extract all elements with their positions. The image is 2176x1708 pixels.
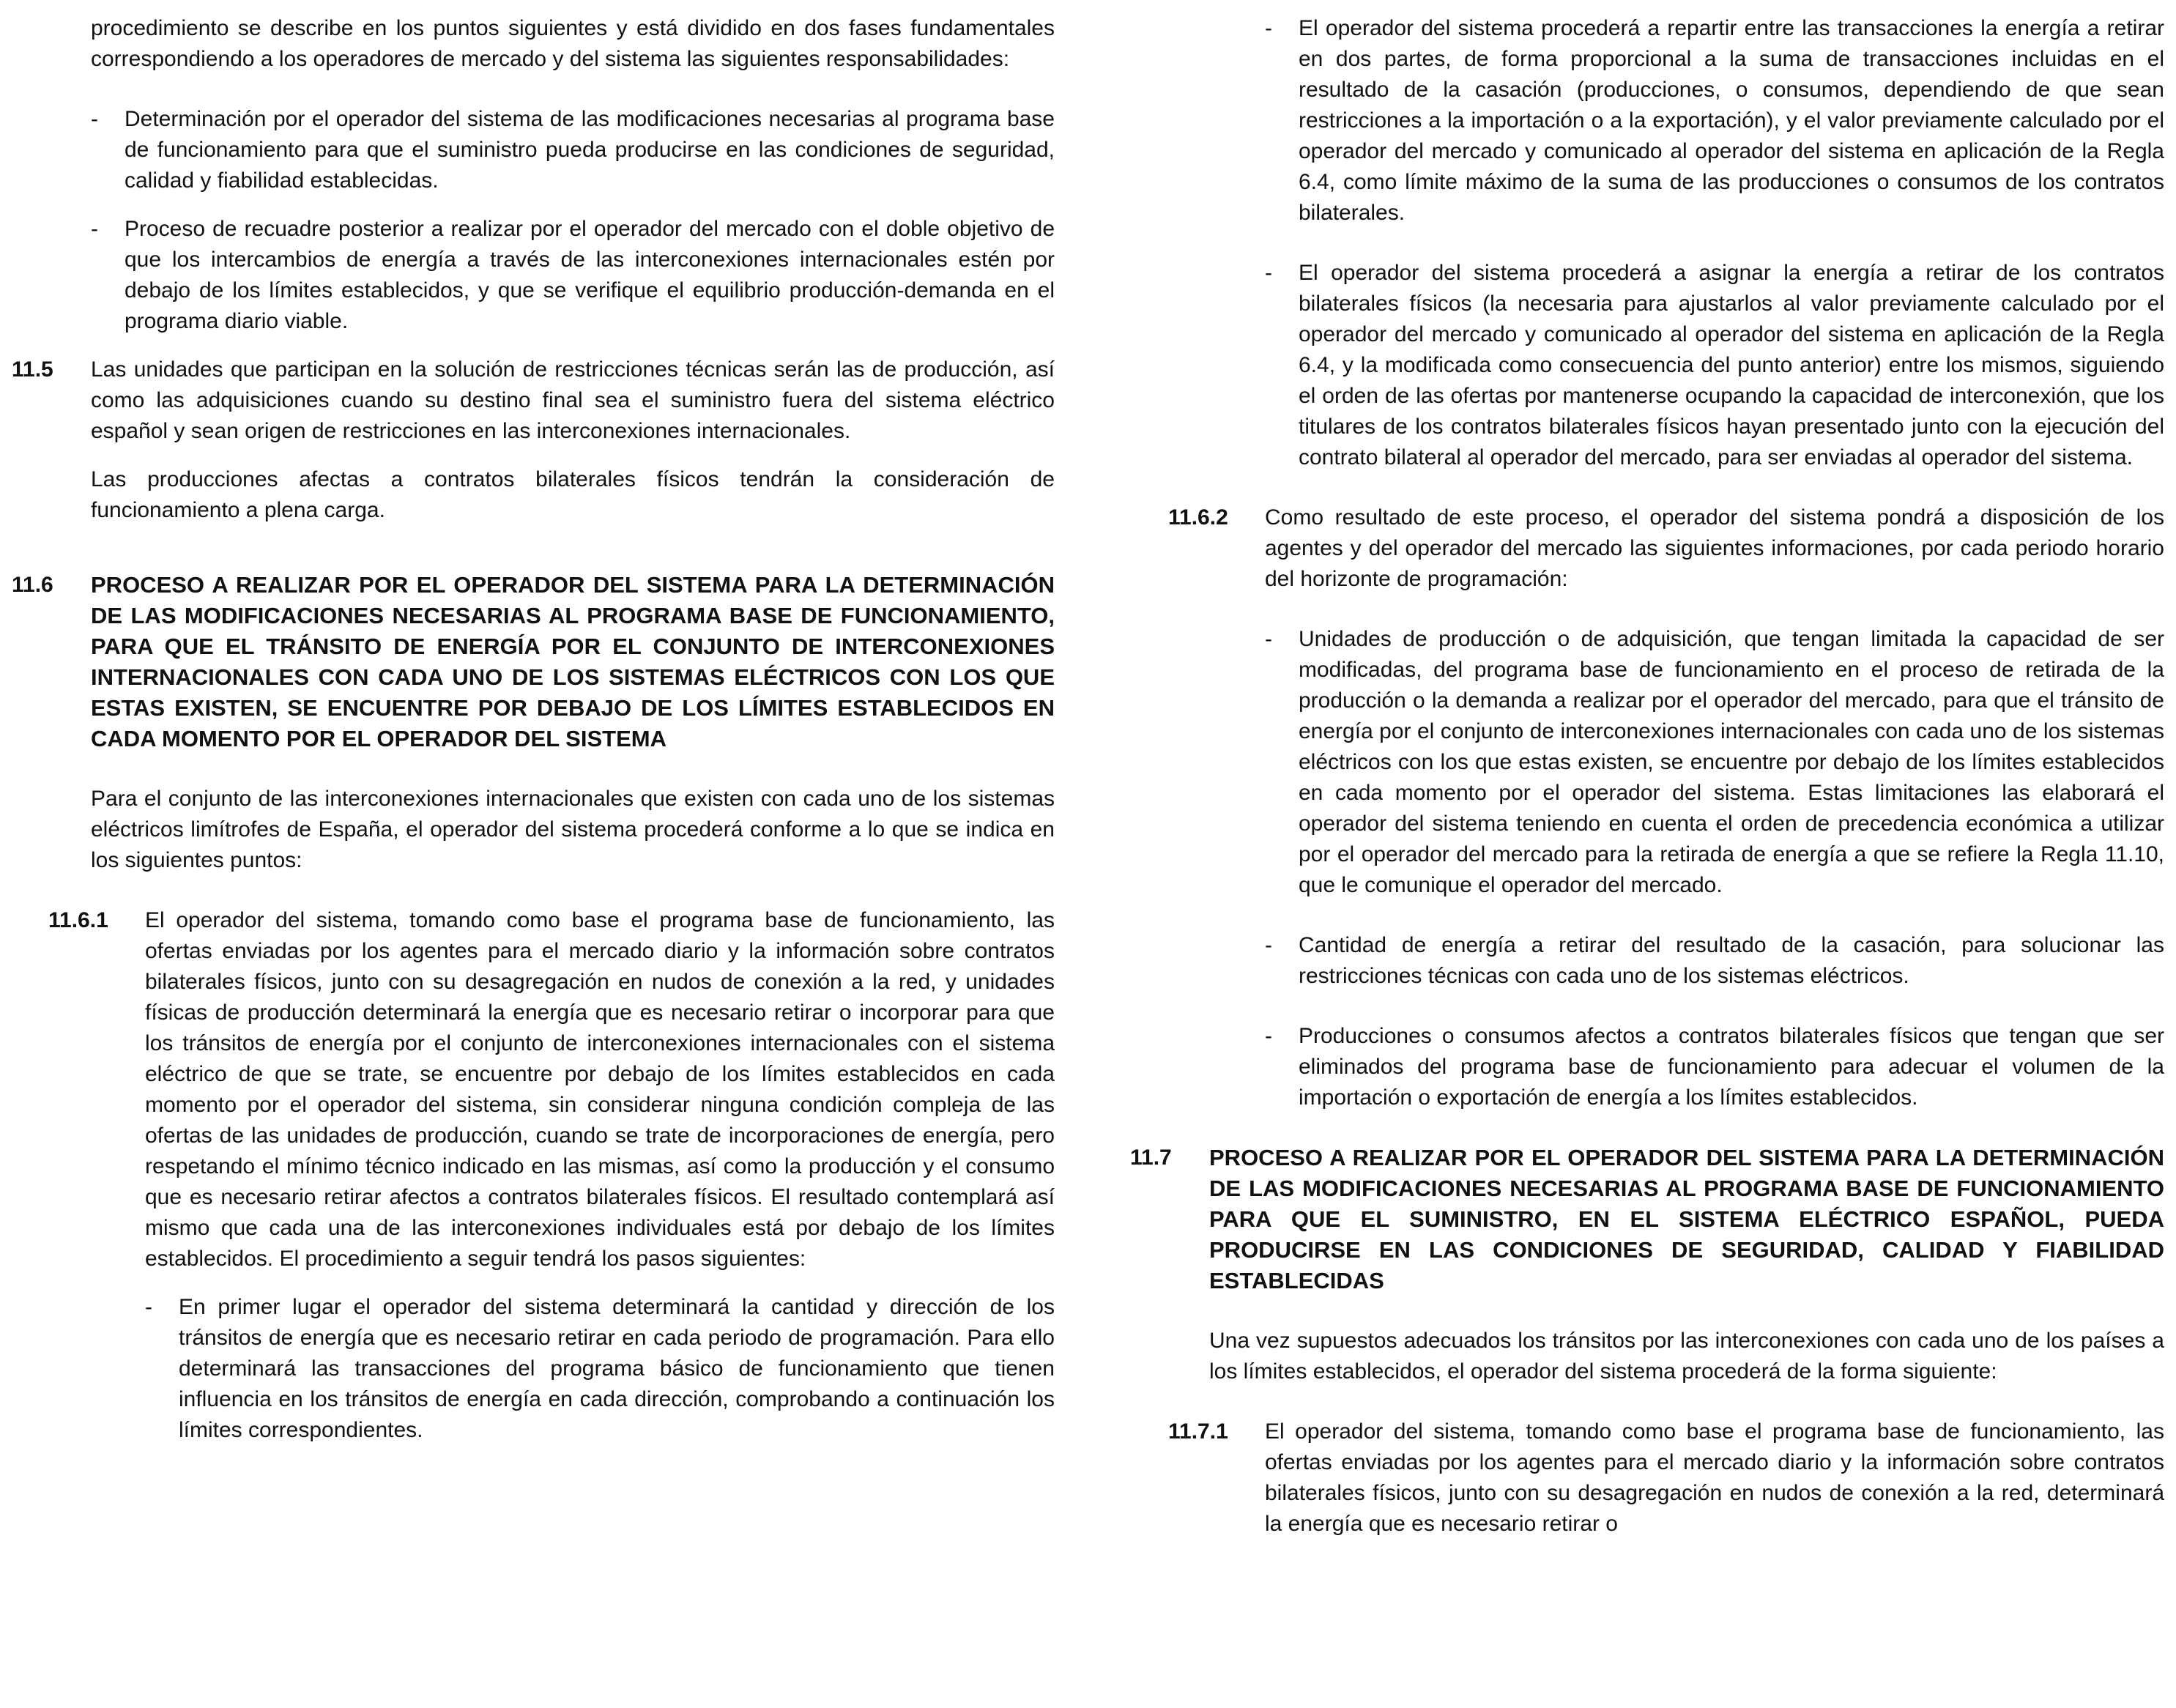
section-number: 11.6 [12,573,53,597]
section-number: 11.7.1 [1168,1419,1228,1444]
bullet-dash: - [1265,261,1272,285]
bullet-text: El operador del sistema procederá a asignar la energía a retirar de los contratos bilaterales físicos (la necesaria para ajustarlos al valor previamente calculado por el operador del mercado y comunicado al operador del sistema en aplicación de la Regla 6.4, y la modificada como consecuencia del punto anterior) entre los mismos, siguiendo el orden de las ofertas por mantenerse ocupando la capacidad de interconexión, que los titulares de los contratos bilaterales físicos hayan presentado junto con la ejecución del contrato bilateral al operador del mercado, para ser enviadas al operador del sistema. [1299,261,2164,469]
section-11-5 [12,354,1055,526]
bullet-dash: - [1265,933,1272,957]
paragraph: Para el conjunto de las interconexiones internacionales que existen con cada uno de los sistemas eléctricos limítrofes de España, el operador del sistema procederá conforme a lo que se indica en los siguientes puntos: [91,787,1055,872]
bullet-text: El operador del sistema procederá a repartir entre las transacciones la energía a retirar en dos partes, de forma proporcional a la suma de transacciones incluidas en el resultado de la casación (producciones, o consumos, dependiendo de que sean restricciones a la importación o a la exportación), y el valor previamente calculado por el operador del mercado y comunicado al operador del sistema en aplicación de la Regla 6.4, como límite máximo de la suma de las producciones o consumos de los contratos bilaterales. [1299,16,2164,225]
list-item [1265,258,2164,473]
section-number: 11.7 [1130,1146,1172,1170]
intro-continuation [12,13,1055,75]
section-heading: PROCESO A REALIZAR POR EL OPERADOR DEL SISTEMA PARA LA DETERMINACIÓN DE LAS MODIFICACIONES NECESARIAS AL PROGRAMA BASE DE FUNCIONAMIENTO, PARA QUE EL TRÁNSITO DE ENERGÍA POR EL CONJUNTO DE INTERCONEXIONES INTERNACIONALES CON CADA UNO DE LOS SISTEMAS ELÉCTRICOS CON LOS QUE ESTAS EXISTEN, SE ENCUENTRE POR DEBAJO DE LOS LÍMITES ESTABLECIDOS EN CADA MOMENTO POR EL OPERADOR DEL SISTEMA [91,572,1055,751]
section-number: 11.6.2 [1168,505,1228,530]
section-number: 11.6.1 [48,908,108,932]
paragraph: Como resultado de este proceso, el operador del sistema pondrá a disposición de los agentes y del operador del mercado las siguientes informaciones, por cada periodo horario del horizonte de programación: [1265,505,2164,591]
paragraph: El operador del sistema, tomando como base el programa base de funcionamiento, las ofertas enviadas por los agentes para el mercado diario y la información sobre contratos bilaterales físicos, junto con su desagregación en nudos de conexión a la red, y unidades físicas de producción determinará la energía que es necesario retirar o incorporar para que los tránsitos de energía por el conjunto de interconexiones internacionales con el sistema eléctrico de que se trate, se encuentre por debajo de los límites establecidos en cada momento por el operador del sistema, sin considerar ninguna condición compleja de las ofertas de las unidades de producción, cuando se trate de incorporaciones de energía, pero respetando el mínimo técnico indicado en las mismas, así como la producción y el consumo que es necesario retirar afectos a contratos bilaterales físicos. El resultado contemplará así mismo que cada una de las interconexiones individuales está por debajo de los límites establecidos. El procedimiento a seguir tendrá los pasos siguientes: [145,908,1055,1271]
section-11-6-1 [12,905,1055,1446]
list-item [1265,930,2164,992]
bullet-text: Producciones o consumos afectos a contratos bilaterales físicos que tengan que ser eliminados del programa base de funcionamiento para adecuar el volumen de la importación o exportación de energía a los límites establecidos. [1299,1024,2164,1110]
bullet-text: Proceso de recuadre posterior a realizar por el operador del mercado con el doble objetivo de que los intercambios de energía a través de las interconexiones internacionales estén por debajo de los límites establecidos, y que se verifique el equilibrio producción-demanda en el programa diario viable. [125,217,1055,333]
bullet-dash: - [1265,16,1272,40]
section-number: 11.5 [12,357,53,382]
paragraph: Las producciones afectas a contratos bilaterales físicos tendrán la consideración de funcionamiento a plena carga. [91,467,1055,522]
bullet-dash: - [91,107,98,131]
left-column [12,13,1055,1446]
list-item [1265,1021,2164,1113]
paragraph: procedimiento se describe en los puntos siguientes y está dividido en dos fases fundamentales correspondiendo a los operadores de mercado y del sistema las siguientes responsabilidades: [91,16,1055,71]
intro-bullet-list [12,104,1055,337]
section-11-7 [1130,1143,2164,1387]
bullet-dash: - [1265,627,1272,651]
bullet-dash: - [1265,1024,1272,1048]
bullet-text: Unidades de producción o de adquisición, que tengan limitada la capacidad de ser modificadas, del programa base de funcionamiento en el proceso de retirada de la producción o la demanda a realizar por el operador del mercado, para que el tránsito de energía por el conjunto de interconexiones internacionales con cada uno de los sistemas eléctricos con los que estas existen, se encuentre por debajo de los límites establecidos en cada momento por el operador del sistema. Estas limitaciones las elaborará el operador del sistema teniendo en cuenta el orden de precedencia económica a utilizar por el operador del mercado para la retirada de energía a que se refiere la Regla 11.10, que le comunique el operador del mercado. [1299,627,2164,897]
paragraph: Las unidades que participan en la solución de restricciones técnicas serán las de producción, así como las adquisiciones cuando su destino final sea el suministro fuera del sistema eléctrico español y sean origen de restricciones en las interconexiones internacionales. [91,357,1055,443]
right-column [1130,13,2164,1540]
bullet-text: En primer lugar el operador del sistema determinará la cantidad y dirección de los tránsitos de energía que es necesario retirar en cada periodo de programación. Para ello determinará las transacciones del programa básico de funcionamiento que tienen influencia en los tránsitos de energía en cada dirección, comprobando a continuación los límites correspondientes. [179,1295,1055,1442]
list-item [145,1292,1055,1446]
bullet-text: Cantidad de energía a retirar del resultado de la casación, para solucionar las restricciones técnicas con cada uno de los sistemas eléctricos. [1299,933,2164,988]
section-11-7-1 [1130,1416,2164,1540]
list-item [91,214,1055,337]
list-item [1265,624,2164,901]
section-11-6-2 [1130,502,2164,1113]
section-11-6 [12,570,1055,876]
paragraph: Una vez supuestos adecuados los tránsitos por las interconexiones con cada uno de los países a los límites establecidos, el operador del sistema procederá de la forma siguiente: [1209,1329,2164,1384]
bullet-dash: - [145,1295,152,1319]
list-item [91,104,1055,196]
paragraph: El operador del sistema, tomando como base el programa base de funcionamiento, las ofertas enviadas por los agentes para el mercado diario y la información sobre contratos bilaterales físicos, junto con su desagregación en nudos de conexión a la red, determinará la energía que es necesario retirar o [1265,1419,2164,1536]
bullet-dash: - [91,217,98,241]
bullet-list-continuation [1130,13,2164,473]
section-heading: PROCESO A REALIZAR POR EL OPERADOR DEL SISTEMA PARA LA DETERMINACIÓN DE LAS MODIFICACIONES NECESARIAS AL PROGRAMA BASE DE FUNCIONAMIENTO PARA QUE EL SUMINISTRO, EN EL SISTEMA ELÉCTRICO ESPAÑOL, PUEDA PRODUCIRSE EN LAS CONDICIONES DE SEGURIDAD, CALIDAD Y FIABILIDAD ESTABLECIDAS [1209,1145,2164,1293]
bullet-text: Determinación por el operador del sistema de las modificaciones necesarias al programa base de funcionamiento para que el suministro pueda producirse en las condiciones de seguridad, calidad y fiabilidad establecidas. [125,107,1055,193]
list-item [1265,13,2164,229]
